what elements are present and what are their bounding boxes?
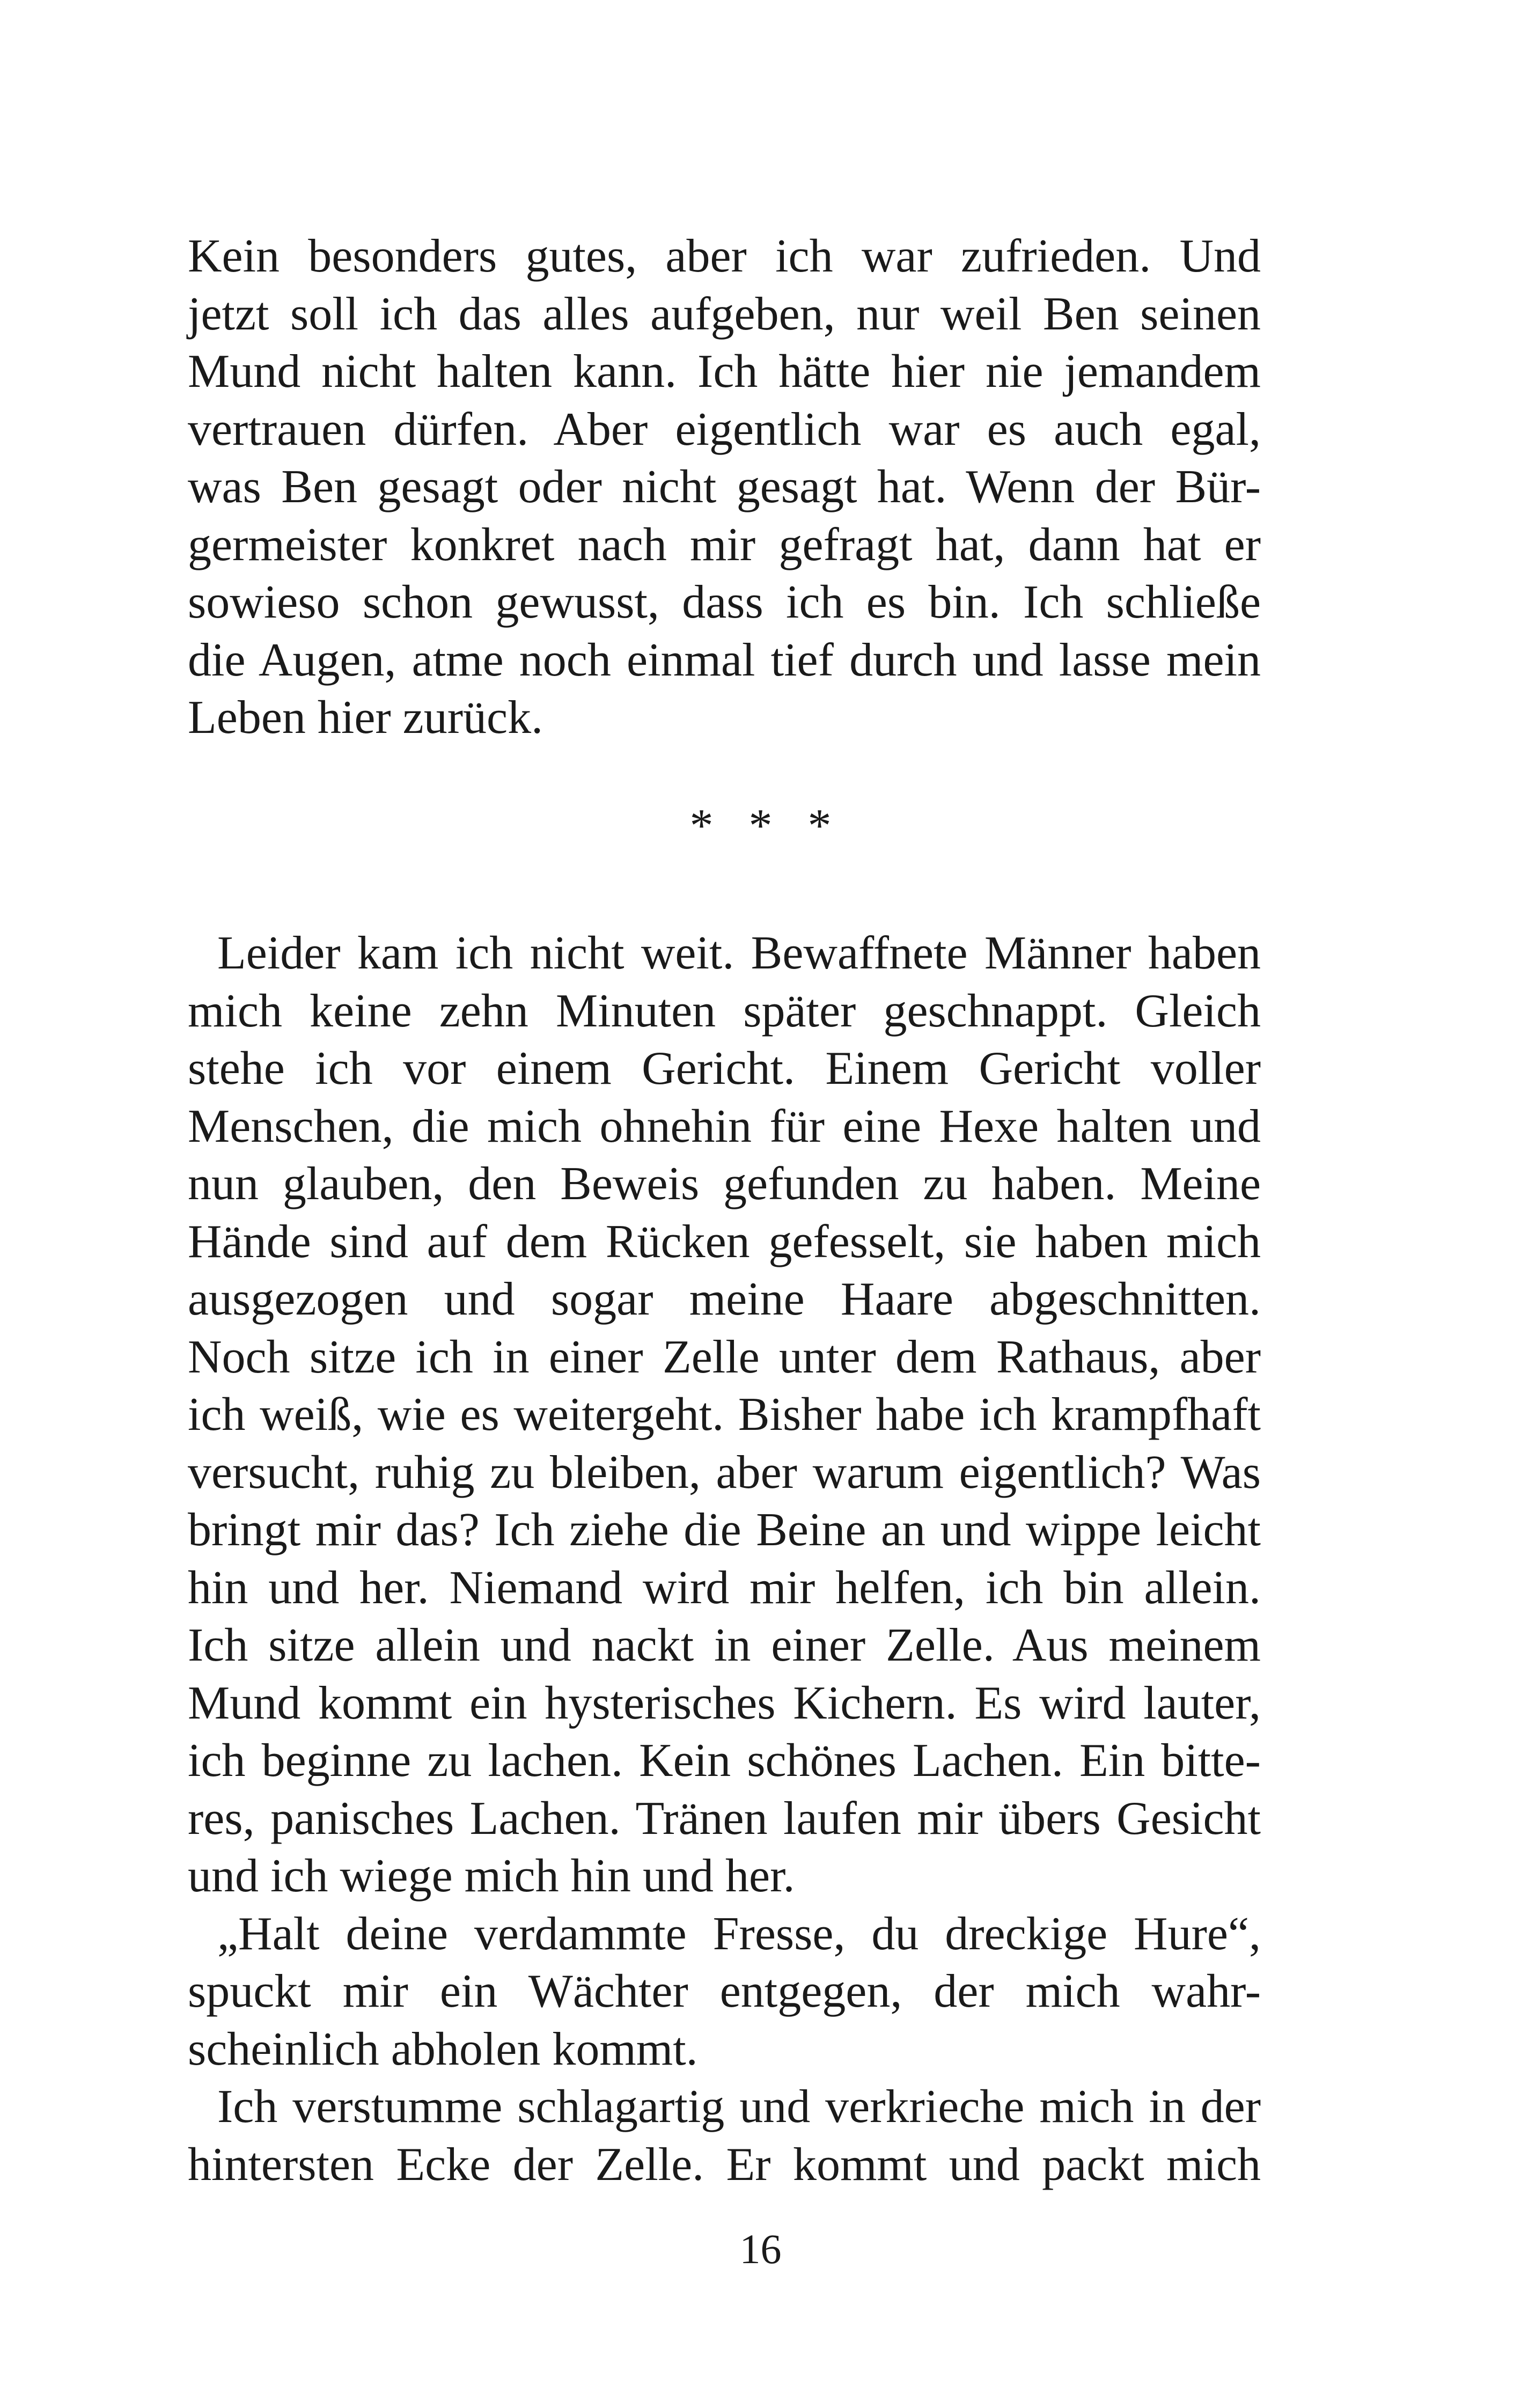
text-line: ausgezogen und sogar meine Haare abgeschnitten. (188, 1273, 1261, 1325)
text-line: nun glauben, den Beweis gefunden zu haben. Meine (188, 1158, 1261, 1210)
text-line: scheinlich abholen kommt. (188, 2023, 698, 2075)
text-line: Leider kam ich nicht weit. Bewaffnete Männer haben (217, 927, 1261, 979)
text-line: germeister konkret nach mir gefragt hat, dann hat er (188, 518, 1261, 571)
text-line: hin und her. Niemand wird mir helfen, ich bin allein. (188, 1561, 1261, 1614)
text-line: stehe ich vor einem Gericht. Einem Gericht voller (188, 1043, 1261, 1095)
text-line: spuckt mir ein Wächter entgegen, der mich wahr- (188, 1965, 1261, 2017)
text-line: hintersten Ecke der Zelle. Er kommt und packt mich (188, 2138, 1261, 2191)
text-line: Kein besonders gutes, aber ich war zufrieden. Und (188, 230, 1261, 282)
text-line: Mund nicht halten kann. Ich hätte hier nie jemandem (188, 346, 1261, 398)
text-line: Leben hier zurück. (188, 692, 543, 744)
text-line: was Ben gesagt oder nicht gesagt hat. Wenn der Bür- (188, 461, 1261, 513)
section-break: * * * (689, 800, 843, 852)
paragraph-top (188, 227, 1261, 747)
text-line: sowieso schon gewusst, dass ich es bin. Ich schließe (188, 576, 1261, 628)
body-text (188, 924, 1261, 2193)
text-line: jetzt soll ich das alles aufgeben, nur weil Ben seinen (188, 288, 1261, 340)
text-line: ich beginne zu lachen. Kein schönes Lachen. Ein bitte- (188, 1735, 1261, 1787)
text-line: Hände sind auf dem Rücken gefesselt, sie haben mich (188, 1215, 1261, 1268)
text-line: Ich sitze allein und nackt in einer Zelle. Aus meinem (188, 1619, 1261, 1671)
text-line: die Augen, atme noch einmal tief durch und lasse mein (188, 634, 1261, 686)
text-line: mich keine zehn Minuten später geschnappt. Gleich (188, 985, 1261, 1037)
paragraph-main (188, 924, 1261, 1905)
text-line: Menschen, die mich ohnehin für eine Hexe halten und (188, 1100, 1261, 1152)
page-number: 16 (739, 2226, 782, 2272)
text-line: vertrauen dürfen. Aber eigentlich war es auch egal, (188, 403, 1261, 456)
paragraph-end (188, 2078, 1261, 2193)
text-line: Ich verstumme schlagartig und verkrieche mich in der (217, 2081, 1261, 2133)
text-line: bringt mir das? Ich ziehe die Beine an und wippe leicht (188, 1504, 1261, 1556)
paragraph-dialogue (188, 1905, 1261, 2079)
text-line: Mund kommt ein hysterisches Kichern. Es wird lauter, (188, 1677, 1261, 1729)
text-line: versucht, ruhig zu bleiben, aber warum eigentlich? Was (188, 1446, 1261, 1499)
text-line: und ich wiege mich hin und her. (188, 1850, 795, 1902)
text-line: res, panisches Lachen. Tränen laufen mir übers Gesicht (188, 1792, 1261, 1845)
text-line: ich weiß, wie es weitergeht. Bisher habe ich krampfhaft (188, 1389, 1261, 1441)
text-line: Noch sitze ich in einer Zelle unter dem Rathaus, aber (188, 1331, 1261, 1383)
text-line: „Halt deine verdammte Fresse, du dreckige Hure“, (217, 1907, 1261, 1960)
